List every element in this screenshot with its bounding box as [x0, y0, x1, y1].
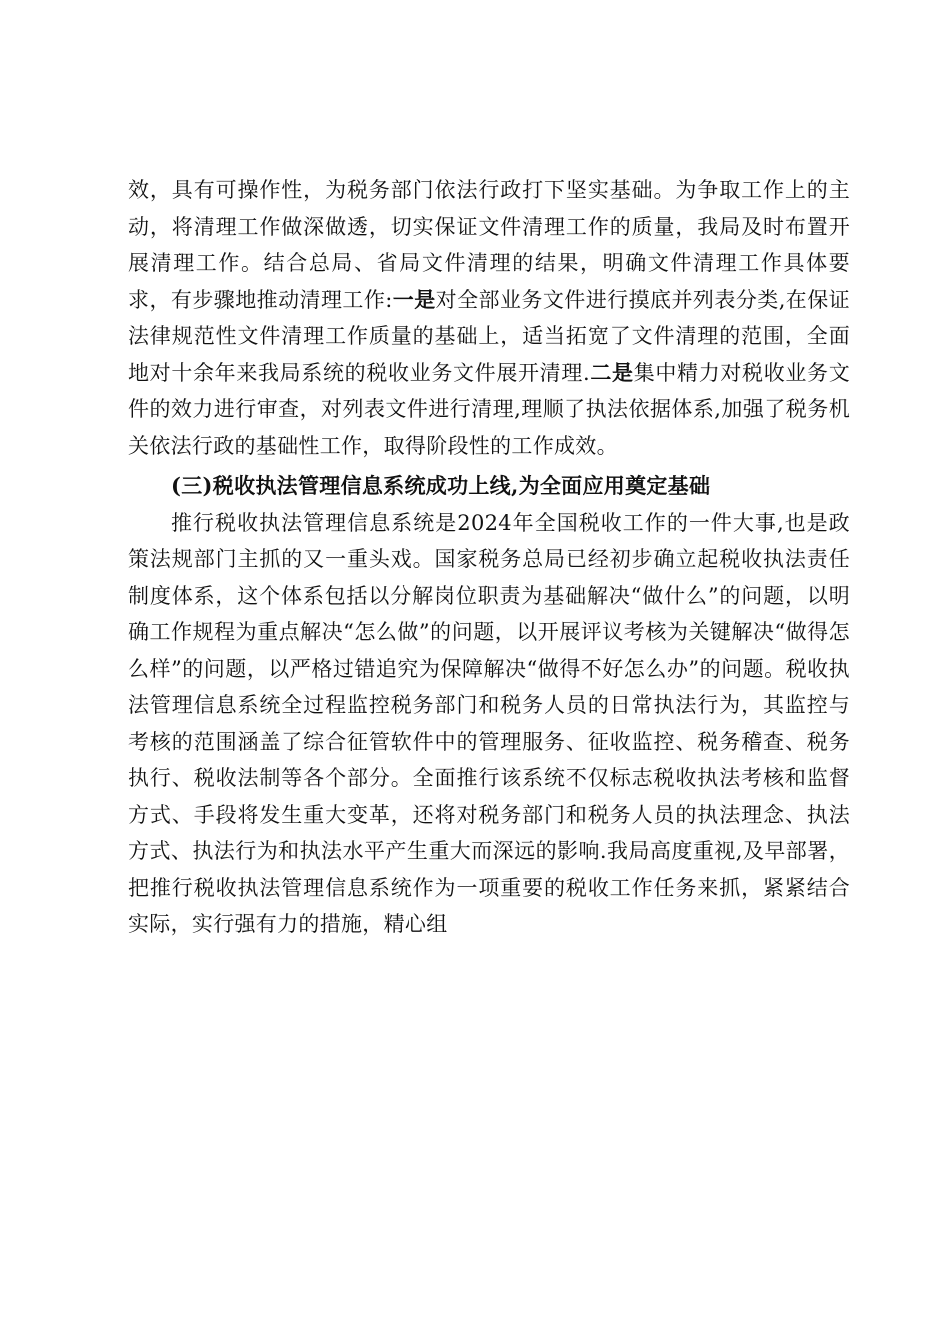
section-heading: (三)税收执法管理信息系统成功上线,为全面应用奠定基础 [171, 473, 711, 498]
paragraph-text: 对全部业务文件进行摸底并列表分类,在保证法律规范性文件清理工作质量的基础上，适当拓宽了文件清理的范围，全面地对十余年来我局系统的税收业务文件展开清理. [128, 287, 850, 385]
paragraph-text: 集中精力对税收业务文件的效力进行审查，对列表文件进行清理,理顺了执法依据体系,加强了税务机关依法行政的基础性工作，取得阶段性的工作成效。 [128, 360, 850, 458]
enumeration-marker-first: 一是 [392, 286, 436, 312]
enumeration-marker-second: 二是 [589, 359, 634, 385]
body-paragraph-continued [128, 172, 850, 464]
document-page [128, 172, 850, 943]
body-paragraph: 推行税收执法管理信息系统是2024年全国税收工作的一件大事,也是政策法规部门主抓的又一重头戏。国家税务总局已经初步确立起税收执法责任制度体系，这个体系包括以分解岗位职责为基础解决“做什么”的问题，以明确工作规程为重点解决“怎么做”的问题，以开展评议考核为关键解决“做得怎么样”的问题，以严格过错追究为保障解决“做得不好怎么办”的问题。税收执法管理信息系统全过程监控税务部门和税务人员的日常执法行为，其监控与考核的范围涵盖了综合征管软件中的管理服务、征收监控、税务稽查、税务执行、税收法制等各个部分。全面推行该系统不仅标志税收执法考核和监督方式、手段将发生重大变革，还将对税务部门和税务人员的执法理念、执法方式、执法行为和执法水平产生重大而深远的影响.我局高度重视,及早部署，把推行税收执法管理信息系统作为一项重要的税收工作任务来抓，紧紧结合实际，实行强有力的措施，精心组 [128, 510, 850, 936]
paragraph-text: 效，具有可操作性，为税务部门依法行政打下坚实基础。为争取工作上的主动，将清理工作做深做透，切实保证文件清理工作的质量，我局及时布置开展清理工作。结合总局、省局文件清理的结果，明确文件清理工作具体要求，有步骤地推动清理工作: [128, 178, 850, 312]
